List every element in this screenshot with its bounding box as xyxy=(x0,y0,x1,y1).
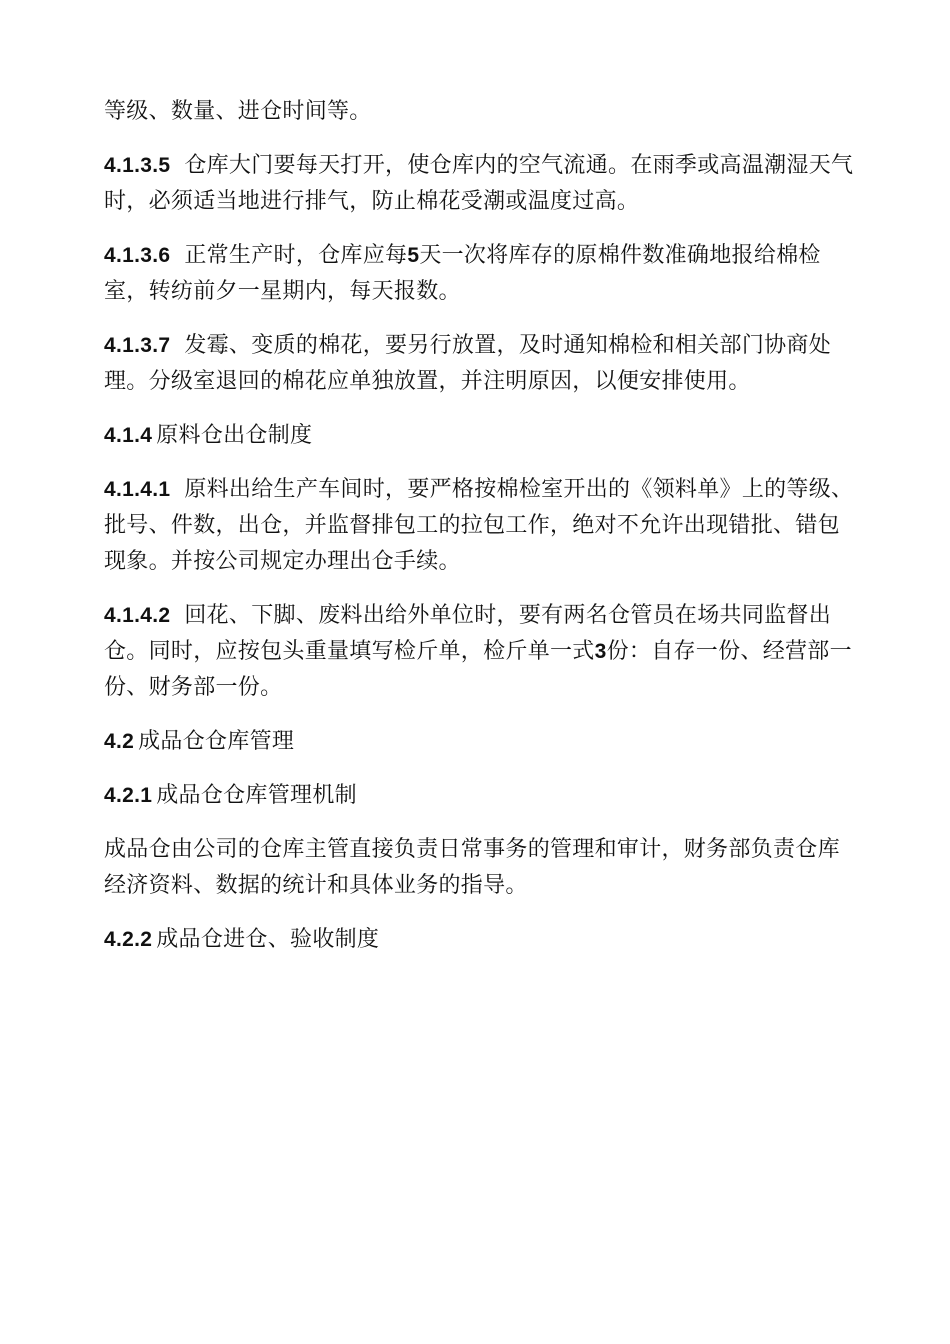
clause-number: 4.1.4.2 xyxy=(104,604,171,627)
inline-number: 5 xyxy=(407,244,420,267)
document-body xyxy=(104,94,856,976)
paragraph-text: 成品仓由公司的仓库主管直接负责日常事务的管理和审计，财务部负责仓库经济资料、数据的统计和具体业务的指导。 xyxy=(104,837,840,898)
section-number: 4.2.1 xyxy=(104,784,153,807)
clause-number: 4.1.3.5 xyxy=(104,154,171,177)
paragraph-continuation xyxy=(104,94,856,130)
paragraph-text: 正常生产时，仓库应每 xyxy=(184,243,408,268)
section-title: 成品仓仓库管理 xyxy=(138,729,295,754)
section-heading-4-2 xyxy=(104,724,856,760)
section-heading-4-1-4 xyxy=(104,418,856,454)
section-title: 成品仓仓库管理机制 xyxy=(156,783,357,808)
clause-number: 4.1.3.6 xyxy=(104,244,171,267)
paragraph-text: 发霉、变质的棉花，要另行放置，及时通知棉检和相关部门协商处理。分级室退回的棉花应单独放置，并注明原因，以便安排使用。 xyxy=(104,333,832,394)
section-number: 4.2.2 xyxy=(104,928,153,951)
paragraph-text: 等级、数量、进仓时间等。 xyxy=(104,99,372,124)
section-number: 4.1.4 xyxy=(104,424,153,447)
clause-number: 4.1.3.7 xyxy=(104,334,171,357)
section-heading-4-2-2 xyxy=(104,922,856,958)
clause-number: 4.1.4.1 xyxy=(104,478,171,501)
paragraph-4-1-4-1 xyxy=(104,472,856,580)
section-title: 原料仓出仓制度 xyxy=(156,423,313,448)
paragraph-4-1-4-2 xyxy=(104,598,856,706)
paragraph-text: 天一次将库存的原棉件数准确地报给棉检室，转纺前夕一星期内，每天报数。 xyxy=(104,243,821,304)
paragraph-body xyxy=(104,832,856,904)
section-number: 4.2 xyxy=(104,730,135,753)
inline-number: 3 xyxy=(594,640,607,663)
paragraph-4-1-3-7 xyxy=(104,328,856,400)
section-heading-4-2-1 xyxy=(104,778,856,814)
paragraph-text: 仓库大门要每天打开，使仓库内的空气流通。在雨季或高温潮湿天气时，必须适当地进行排气，防止棉花受潮或温度过高。 xyxy=(104,153,854,214)
paragraph-4-1-3-6 xyxy=(104,238,856,310)
section-title: 成品仓进仓、验收制度 xyxy=(156,927,380,952)
paragraph-text: 份：自存一份、经营部一份、财务部一份。 xyxy=(104,639,852,700)
paragraph-4-1-3-5 xyxy=(104,148,856,220)
paragraph-text: 原料出给生产车间时，要严格按棉检室开出的《领料单》上的等级、批号、件数，出仓，并监督排包工的拉包工作，绝对不允许出现错批、错包现象。并按公司规定办理出仓手续。 xyxy=(104,477,854,574)
paragraph-text: 回花、下脚、废料出给外单位时，要有两名仓管员在场共同监督出仓。同时，应按包头重量填写检斤单，检斤单一式 xyxy=(104,603,832,664)
